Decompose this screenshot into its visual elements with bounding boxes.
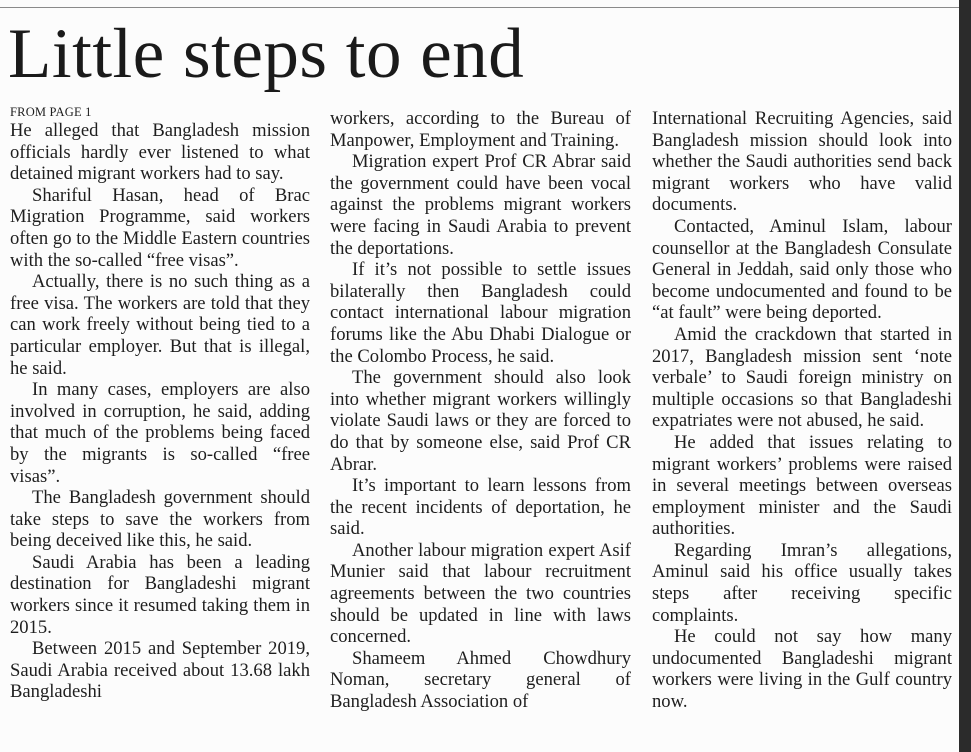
paragraph: Amid the crackdown that started in 2017, Bangladesh mission sent ‘note verbale’ to Saudi foreign ministry on multiple occasions so that Bangladeshi expatriates were not abused, he said.: [652, 323, 952, 432]
paragraph: Regarding Imran’s allegations, Aminul said his office usually takes steps after receiving specific complaints.: [652, 539, 952, 626]
paragraph: Actually, there is no such thing as a free visa. The workers are told that they can work freely without being tied to a particular employer. But that is illegal, he said.: [10, 271, 310, 379]
paragraph: The government should also look into whether migrant workers willingly violate Saudi laws or they are forced to do that by someone else, said Prof CR Abrar.: [330, 367, 631, 475]
kicker: FROM PAGE 1: [10, 105, 92, 119]
top-rule: [0, 7, 960, 8]
headline: Little steps to end: [8, 15, 525, 93]
column-1: [10, 104, 310, 703]
paragraph: Shariful Hasan, head of Brac Migration Programme, said workers often go to the Middle Eastern countries with the so-called “free visas”.: [10, 184, 310, 271]
paragraph: Saudi Arabia has been a leading destination for Bangladeshi migrant workers since it resumed taking them in 2015.: [10, 551, 310, 638]
paragraph: It’s important to learn lessons from the recent incidents of deportation, he said.: [330, 475, 631, 540]
paragraph: He added that issues relating to migrant workers’ problems were raised in several meetings between overseas employment minister and the Saudi authorities.: [652, 431, 952, 540]
paragraph: In many cases, employers are also involved in corruption, he said, adding that much of the problems being faced by the migrants is so-called “free visas”.: [10, 379, 310, 487]
column-2: [330, 108, 631, 713]
paragraph: The Bangladesh government should take steps to save the workers from being deceived like this, he said.: [10, 487, 310, 552]
paragraph: Between 2015 and September 2019, Saudi Arabia received about 13.68 lakh Bangladeshi: [10, 638, 310, 703]
paragraph: International Recruiting Agencies, said Bangladesh mission should look into whether the Saudi authorities send back migrant workers who have valid documents.: [652, 108, 952, 216]
paragraph: If it’s not possible to settle issues bilaterally then Bangladesh could contact international labour migration forums like the Abu Dhabi Dialogue or the Colombo Process, he said.: [330, 259, 631, 367]
paragraph: Another labour migration expert Asif Munier said that labour recruitment agreements between the two countries should be updated in line with laws concerned.: [330, 539, 631, 648]
paragraph: Shameem Ahmed Chowdhury Noman, secretary general of Bangladesh Association of: [330, 647, 631, 713]
paragraph: Migration expert Prof CR Abrar said the government could have been vocal against the problems migrant workers were facing in Saudi Arabia to prevent the deportations.: [330, 151, 631, 259]
paragraph: workers, according to the Bureau of Manpower, Employment and Training.: [330, 108, 631, 151]
paragraph: He alleged that Bangladesh mission officials hardly ever listened to what detained migrant workers had to say.: [10, 120, 310, 185]
paragraph: He could not say how many undocumented Bangladeshi migrant workers were living in the Gulf country now.: [652, 626, 952, 713]
scan-edge: [959, 0, 971, 752]
column-3: [652, 108, 952, 713]
paragraph: Contacted, Aminul Islam, labour counsellor at the Bangladesh Consulate General in Jeddah, said only those who become undocumented and found to be “at fault” were being deported.: [652, 215, 952, 324]
